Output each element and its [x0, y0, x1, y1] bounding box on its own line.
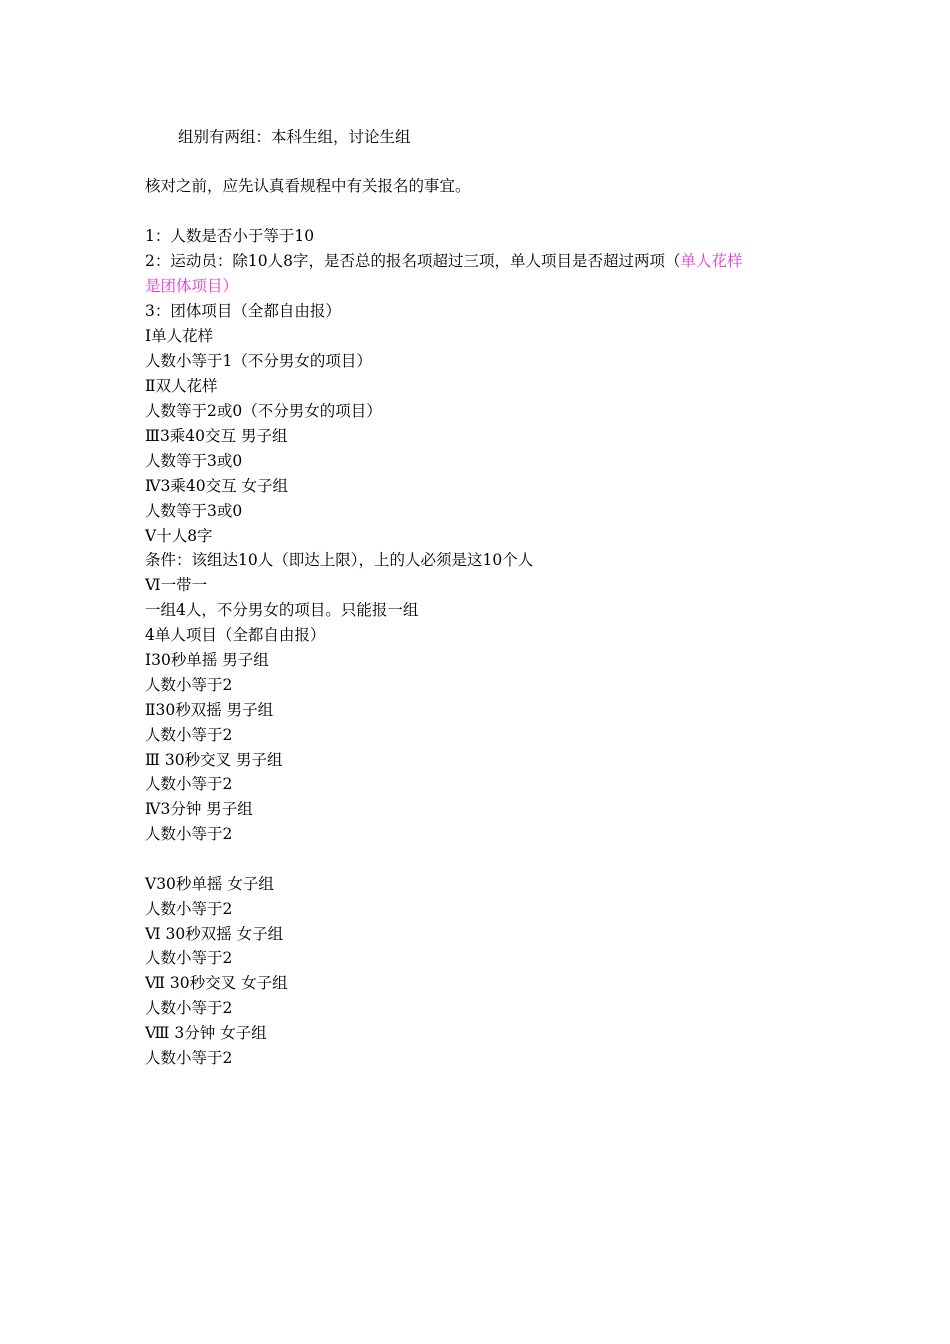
single-item: Ⅱ30秒双摇 男子组	[145, 701, 274, 719]
team-item: Ⅵ一带一	[145, 576, 208, 594]
single-item: Ⅲ 30秒交叉 男子组	[145, 751, 283, 769]
team-item: Ⅳ3乘40交互 女子组	[145, 477, 288, 495]
single-item: 人数小等于2	[145, 1049, 233, 1067]
check-note: 核对之前，应先认真看规程中有关报名的事宜。	[145, 177, 471, 195]
rule-2-close: ）	[222, 277, 239, 295]
single-item: 人数小等于2	[145, 775, 233, 793]
single-item: 人数小等于2	[145, 676, 233, 694]
single-item: Ⅴ30秒单摇 女子组	[145, 875, 274, 893]
single-item: Ⅰ30秒单摇 男子组	[145, 651, 269, 669]
intro-line: 组别有两组：本科生组，讨论生组	[178, 128, 411, 146]
single-item: 人数小等于2	[145, 949, 233, 967]
team-heading: 3：团体项目（全都自由报）	[145, 302, 341, 320]
single-item: Ⅶ 30秒交叉 女子组	[145, 974, 288, 992]
rule-1: 1：人数是否小于等于10	[145, 227, 315, 245]
team-item: 一组4人，不分男女的项目。只能报一组	[145, 601, 419, 619]
team-item: Ⅴ十人8字	[145, 527, 213, 545]
rule-2-continuation	[145, 274, 238, 299]
single-item: Ⅷ 3分钟 女子组	[145, 1024, 267, 1042]
single-item: Ⅵ 30秒双摇 女子组	[145, 925, 284, 943]
rule-2-line	[145, 249, 742, 274]
team-item: 人数等于3或0	[145, 452, 243, 470]
team-item: 人数等于2或0（不分男女的项目）	[145, 402, 382, 420]
rule-2-text: 2：运动员：除10人8字，是否总的报名项超过三项，单人项目是否超过两项（	[145, 252, 681, 270]
single-item: 人数小等于2	[145, 726, 233, 744]
team-item: 条件：该组达10人（即达上限），上的人必须是这10个人	[145, 551, 534, 569]
team-item: 人数等于3或0	[145, 502, 243, 520]
single-item: 人数小等于2	[145, 999, 233, 1017]
rule-2-highlight-a: 单人花样	[680, 252, 743, 270]
single-item: 人数小等于2	[145, 900, 233, 918]
single-heading: 4单人项目（全都自由报）	[145, 626, 326, 644]
team-item: Ⅲ3乘40交互 男子组	[145, 427, 288, 445]
team-item: Ⅰ单人花样	[145, 327, 214, 345]
single-item: 人数小等于2	[145, 825, 233, 843]
team-item: Ⅱ双人花样	[145, 377, 218, 395]
rule-2-highlight-b: 是团体项目	[145, 277, 223, 295]
team-item: 人数小等于1（不分男女的项目）	[145, 352, 372, 370]
single-item: Ⅳ3分钟 男子组	[145, 800, 253, 818]
